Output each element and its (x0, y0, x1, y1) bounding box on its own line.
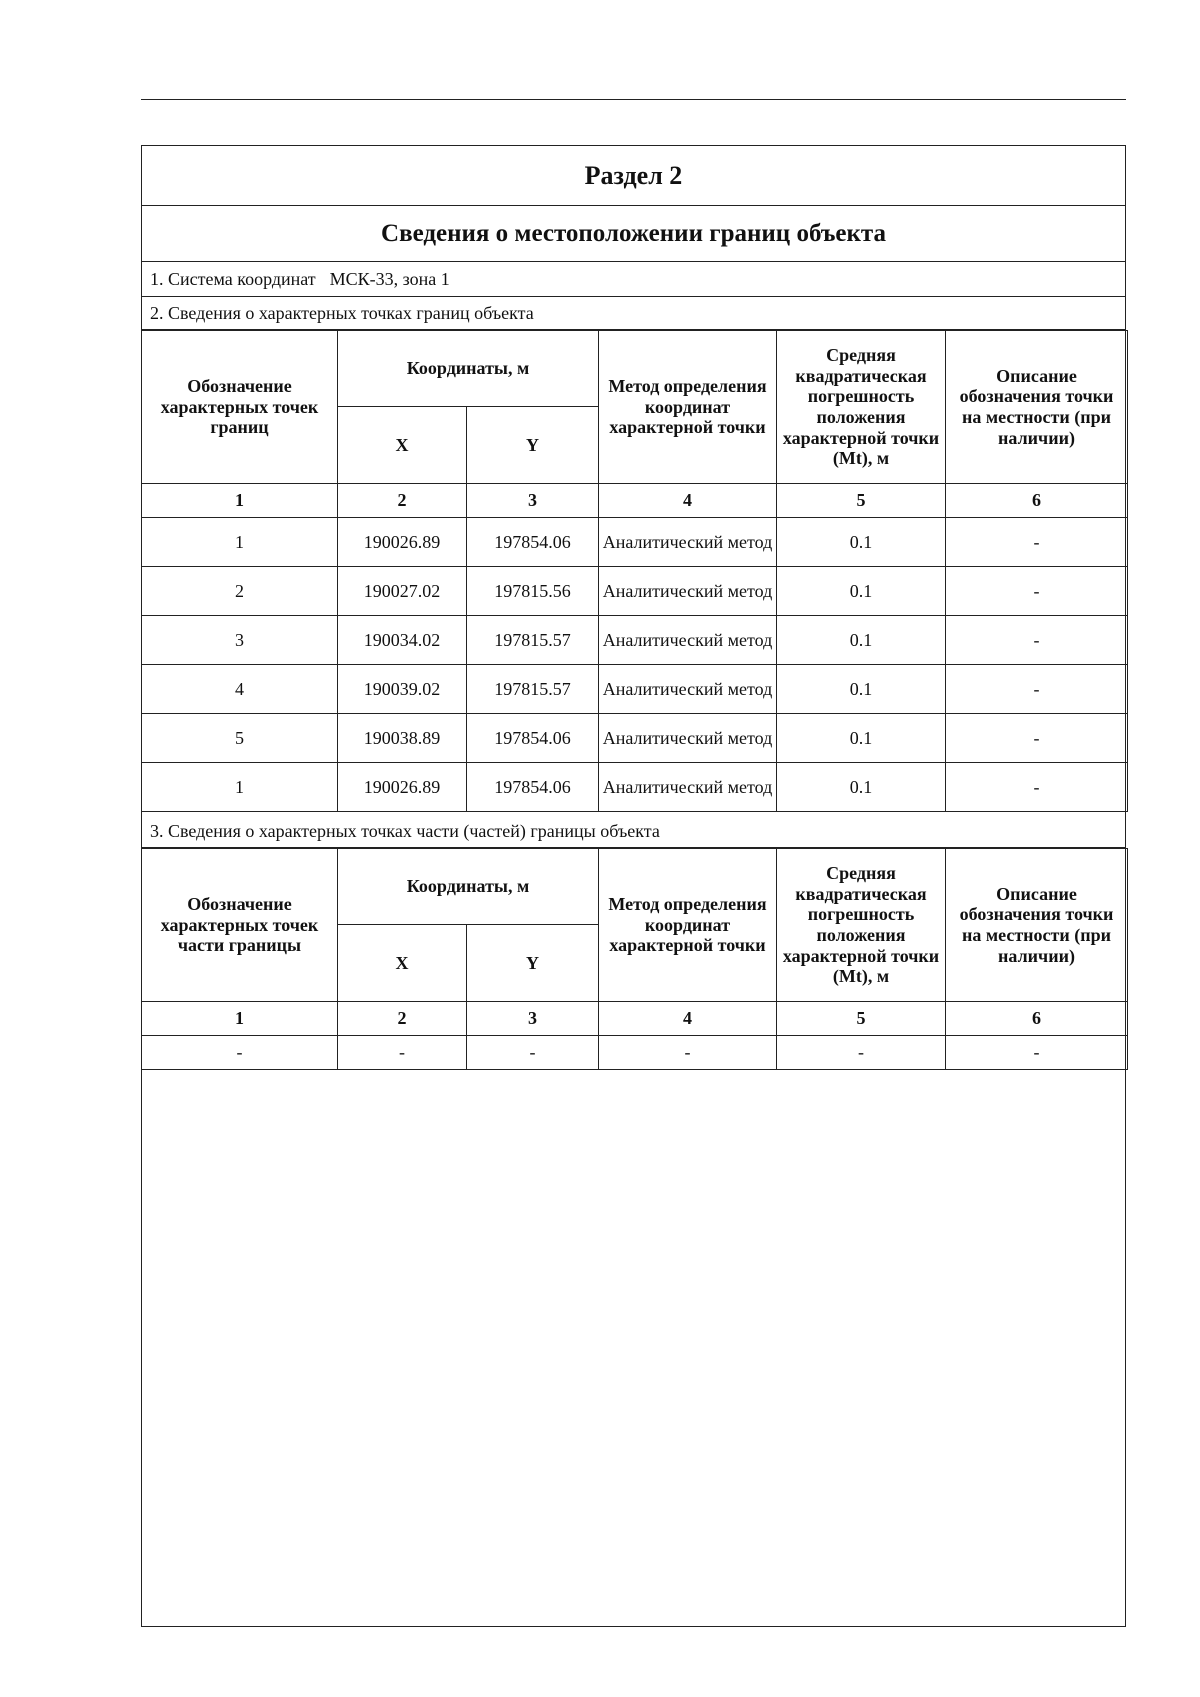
cell-error: 0.1 (777, 665, 946, 714)
cell-description: - (946, 518, 1128, 567)
cell-y: 197815.57 (467, 616, 599, 665)
table-row (142, 665, 1128, 714)
coord-system-value: МСК-33, зона 1 (329, 268, 450, 289)
header-coords: Координаты, м (338, 331, 599, 407)
coord-system-label: 1. Система координат (150, 268, 316, 289)
header-method: Метод определения координат характерной точки (599, 849, 777, 1002)
header-error: Средняя квадратическая погрешность положения характерной точки (Mt), м (777, 331, 946, 484)
header-designation: Обозначение характерных точек части границы (142, 849, 338, 1002)
column-number: 6 (946, 1002, 1128, 1036)
cell-method: Аналитический метод (599, 763, 777, 812)
cell-x: 190039.02 (338, 665, 467, 714)
cell-x: 190026.89 (338, 518, 467, 567)
cell-description: - (946, 567, 1128, 616)
cell-error: 0.1 (777, 518, 946, 567)
cell-method: Аналитический метод (599, 567, 777, 616)
cell-point: 5 (142, 714, 338, 763)
cell-y: 197815.57 (467, 665, 599, 714)
top-rule (141, 99, 1126, 100)
header-description: Описание обозначения точки на местности (при наличии) (946, 331, 1128, 484)
column-number: 2 (338, 1002, 467, 1036)
cell-description: - (946, 1036, 1128, 1070)
cell-description: - (946, 616, 1128, 665)
cell-description: - (946, 665, 1128, 714)
cell-point: - (142, 1036, 338, 1070)
table-row (142, 714, 1128, 763)
cell-x: 190034.02 (338, 616, 467, 665)
table-row (142, 1036, 1128, 1070)
parts-section-title: 3. Сведения о характерных точках части (частей) границы объекта (142, 815, 1125, 848)
header-error: Средняя квадратическая погрешность положения характерной точки (Mt), м (777, 849, 946, 1002)
cell-y: 197854.06 (467, 714, 599, 763)
header-method: Метод определения координат характерной точки (599, 331, 777, 484)
table-row (142, 518, 1128, 567)
cell-point: 3 (142, 616, 338, 665)
cell-y: 197854.06 (467, 763, 599, 812)
cell-point: 1 (142, 763, 338, 812)
boundary-points-table (141, 330, 1128, 812)
cell-method: Аналитический метод (599, 665, 777, 714)
cell-error: 0.1 (777, 567, 946, 616)
cell-x: 190026.89 (338, 763, 467, 812)
section-title: Раздел 2 (142, 146, 1125, 206)
cell-x: 190038.89 (338, 714, 467, 763)
header-y: Y (467, 407, 599, 484)
cell-method: Аналитический метод (599, 616, 777, 665)
column-number: 6 (946, 484, 1128, 518)
column-number: 3 (467, 1002, 599, 1036)
table-row (142, 567, 1128, 616)
cell-x: - (338, 1036, 467, 1070)
header-x: X (338, 925, 467, 1002)
table-row (142, 763, 1128, 812)
cell-y: 197854.06 (467, 518, 599, 567)
column-number: 2 (338, 484, 467, 518)
column-numbers-row (142, 484, 1128, 518)
cell-point: 4 (142, 665, 338, 714)
column-number: 4 (599, 1002, 777, 1036)
cell-method: - (599, 1036, 777, 1070)
header-x: X (338, 407, 467, 484)
cell-description: - (946, 763, 1128, 812)
cell-error: 0.1 (777, 714, 946, 763)
header-description: Описание обозначения точки на местности (при наличии) (946, 849, 1128, 1002)
cell-y: 197815.56 (467, 567, 599, 616)
document-frame (141, 145, 1126, 1627)
cell-method: Аналитический метод (599, 518, 777, 567)
cell-error: - (777, 1036, 946, 1070)
table-row (142, 616, 1128, 665)
column-number: 3 (467, 484, 599, 518)
column-numbers-row (142, 1002, 1128, 1036)
cell-y: - (467, 1036, 599, 1070)
column-number: 1 (142, 1002, 338, 1036)
cell-x: 190027.02 (338, 567, 467, 616)
header-designation: Обозначение характерных точек границ (142, 331, 338, 484)
coord-system-line (142, 262, 1125, 297)
header-y: Y (467, 925, 599, 1002)
cell-point: 2 (142, 567, 338, 616)
cell-error: 0.1 (777, 616, 946, 665)
cell-error: 0.1 (777, 763, 946, 812)
column-number: 5 (777, 484, 946, 518)
header-coords: Координаты, м (338, 849, 599, 925)
cell-description: - (946, 714, 1128, 763)
section-subtitle: Сведения о местоположении границ объекта (142, 206, 1125, 262)
cell-method: Аналитический метод (599, 714, 777, 763)
cell-point: 1 (142, 518, 338, 567)
points-section-title: 2. Сведения о характерных точках границ объекта (142, 297, 1125, 330)
column-number: 1 (142, 484, 338, 518)
column-number: 4 (599, 484, 777, 518)
part-points-table (141, 848, 1128, 1070)
column-number: 5 (777, 1002, 946, 1036)
